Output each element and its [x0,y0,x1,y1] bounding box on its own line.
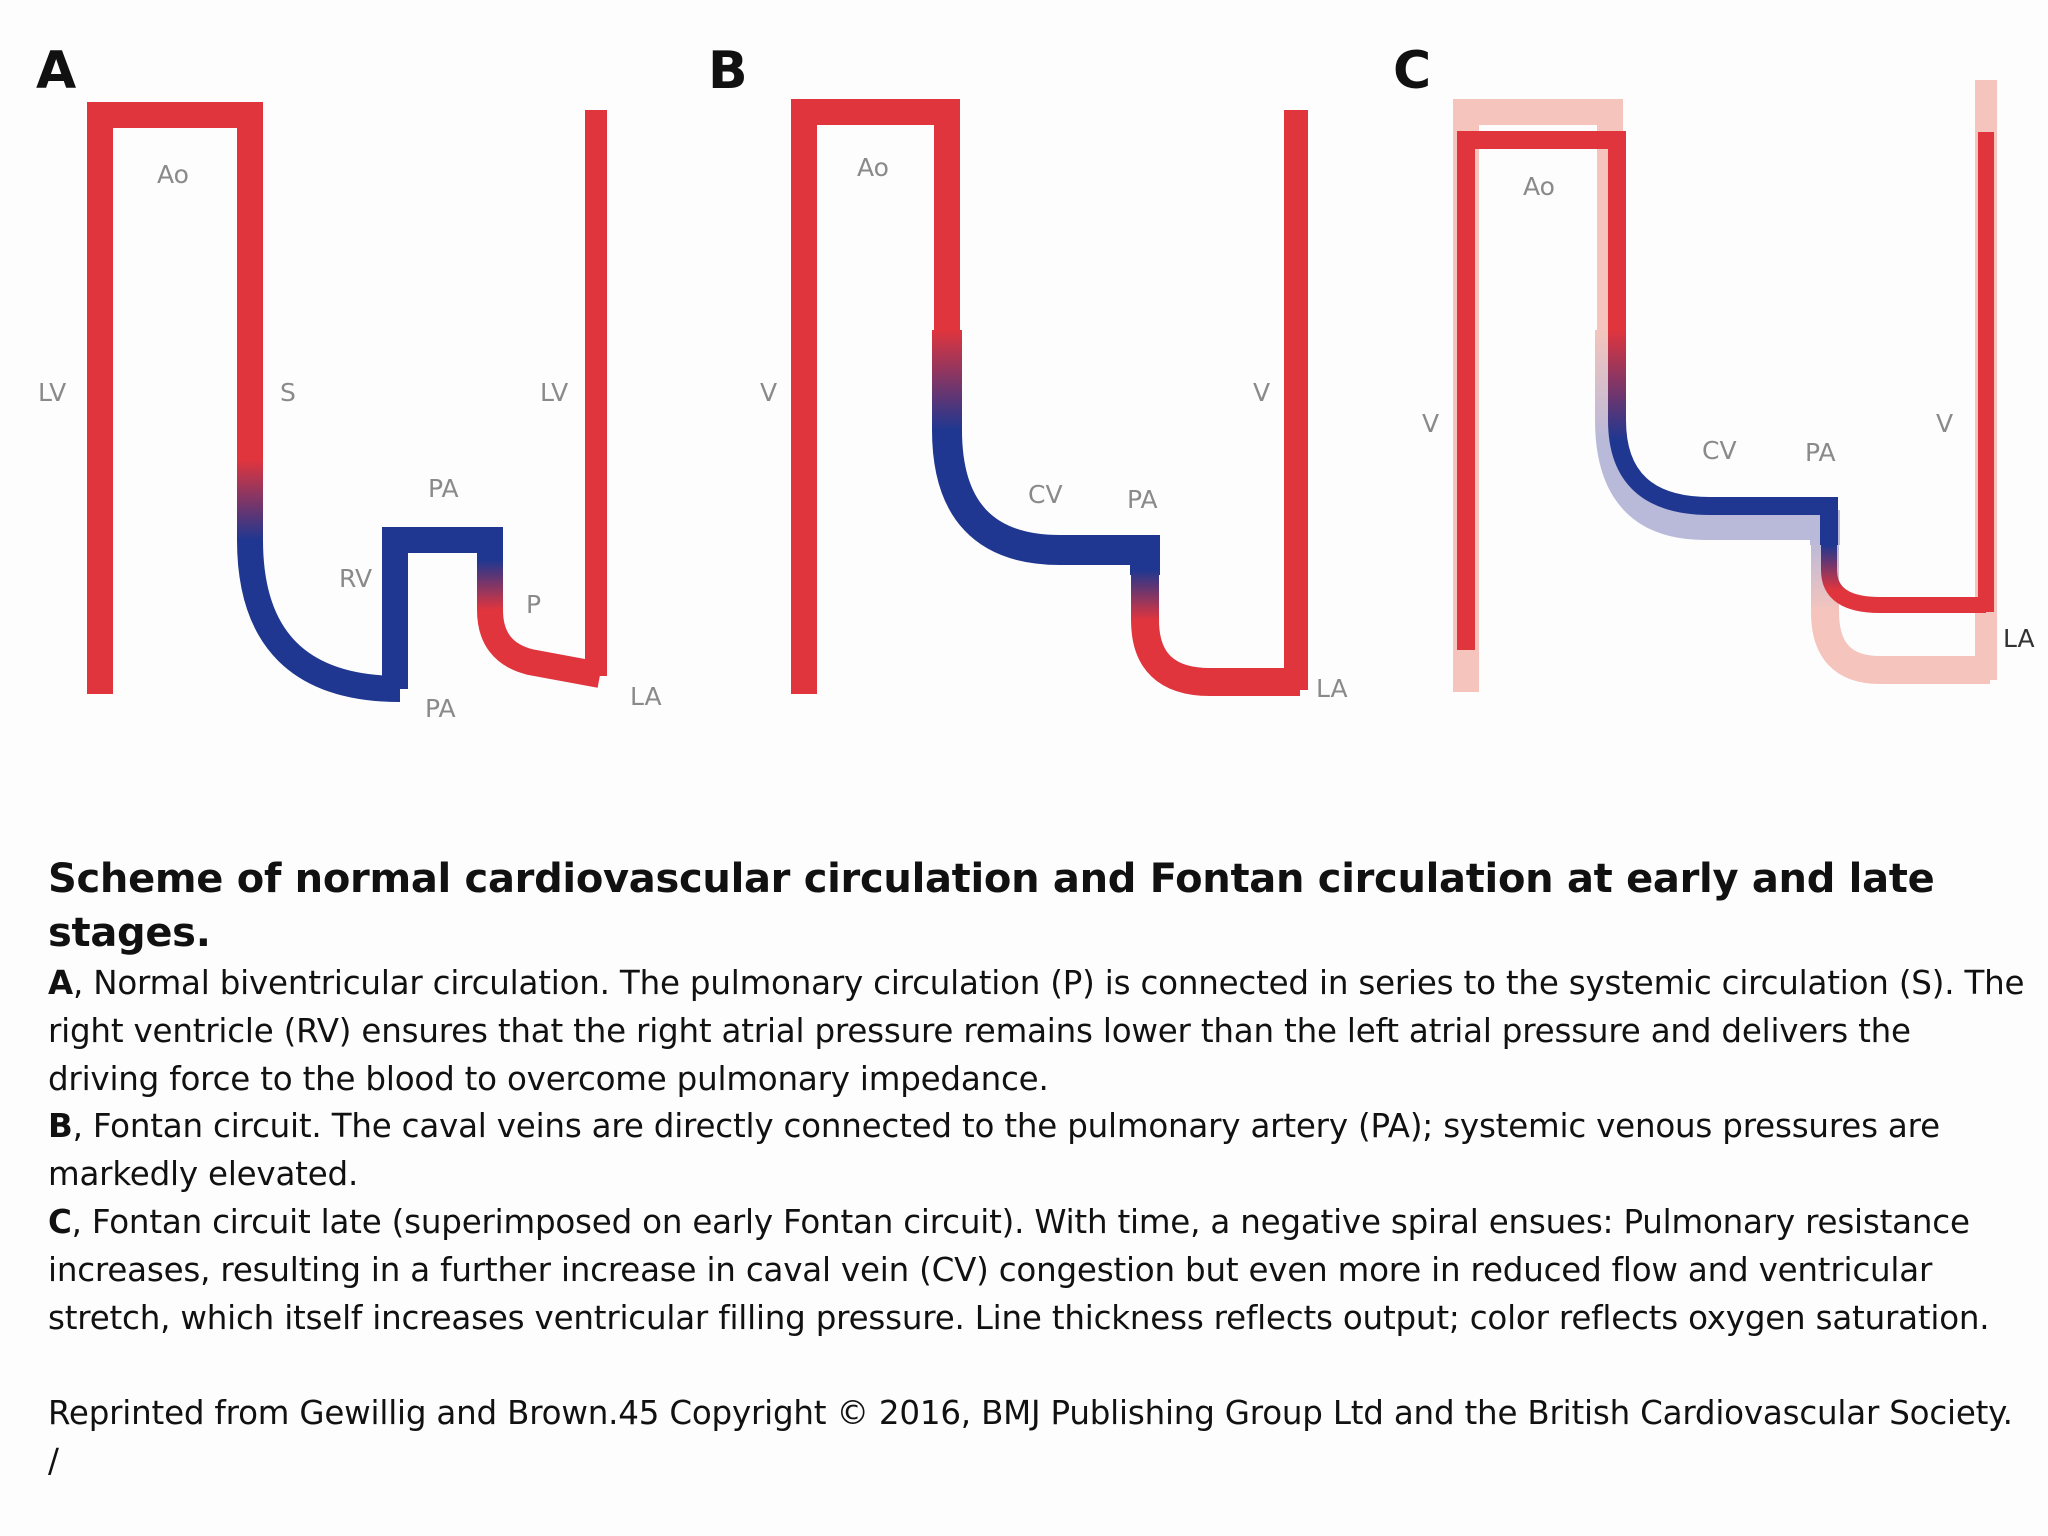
panel-b-aorta-vessel [804,112,947,694]
panel-b [708,41,1348,703]
panel-a-systemic-vein-vessel [250,460,400,689]
panel-c-late-circuit [1466,132,1986,650]
label-v: V [760,378,778,407]
panel-c-pulmonary-vessel [1829,540,1986,605]
label-pa: PA [425,694,456,723]
label-pa: PA [428,474,459,503]
panel-c-aorta-vessel [1466,140,1617,650]
label-s: S [280,378,296,407]
caption-paragraph-a [48,960,2028,1103]
figure-caption [48,852,2028,1486]
panel-a [36,41,662,723]
label-rv: RV [339,564,373,593]
label-lv: LV [38,378,67,407]
caption-letter-c: C [48,1202,72,1241]
label-ao: Ao [1523,172,1555,201]
label-v: V [1253,378,1271,407]
label-v: V [1422,409,1440,438]
caption-letter-b: B [48,1107,73,1146]
label-pa: PA [1805,438,1836,467]
label-cv: CV [1702,436,1737,465]
label-la: LA [630,682,662,711]
caption-text-c: , Fontan circuit late (superimposed on early Fontan circuit). With time, a negative spiral ensues: Pulmonary resistance increases, resulting in a further increase in caval vein (CV) congestion but even more in reduced flow and ventricular stretch, which itself increases ventricular filling pressure. Line thickness reflects output; color reflects oxygen saturation. [48,1202,1990,1337]
panel-a-letter: A [36,41,77,101]
caption-credit: Reprinted from Gewillig and Brown.45 Copyright © 2016, BMJ Publishing Group Ltd and the British Cardiovascular Society. / [48,1394,2013,1480]
label-p: P [526,590,542,619]
label-la: LA [1316,674,1348,703]
panel-b-pulmonary-vessel [1145,570,1300,682]
caption-text-b: , Fontan circuit. The caval veins are directly connected to the pulmonary artery (PA); systemic venous pressures are markedly elevated. [48,1107,1940,1194]
panel-b-caval-vein-vessel [947,330,1145,575]
caption-paragraph-c [48,1199,2028,1342]
panel-a-pulmonary-vessel [490,560,600,675]
caption-letter-a: A [48,964,73,1002]
panel-c-letter: C [1393,41,1432,101]
label-cv: CV [1028,480,1063,509]
panel-a-systemic-circuit [100,110,600,694]
label-lv: LV [540,378,569,407]
panel-a-aorta-vessel [100,115,250,694]
label-pa: PA [1127,485,1158,514]
label-v: V [1936,409,1954,438]
label-la: LA [2003,624,2035,653]
caption-paragraph-b [48,1103,2028,1199]
panel-a-right-ventricle-vessel [395,540,490,689]
panel-b-circuit [804,110,1300,694]
label-ao: Ao [857,153,889,182]
caption-title: Scheme of normal cardiovascular circulation and Fontan circulation at early and late stages. [48,856,1935,956]
label-ao: Ao [157,160,189,189]
caption-text-a: , Normal biventricular circulation. The pulmonary circulation (P) is connected in series to the systemic circulation (S). The right ventricle (RV) ensures that the right atrial pressure remains lower than the left atrial pressure and delivers the driving force to the blood to overcome pulmonary impedance. [48,964,2025,1098]
panel-b-letter: B [708,41,748,101]
panel-c [1393,41,2035,692]
